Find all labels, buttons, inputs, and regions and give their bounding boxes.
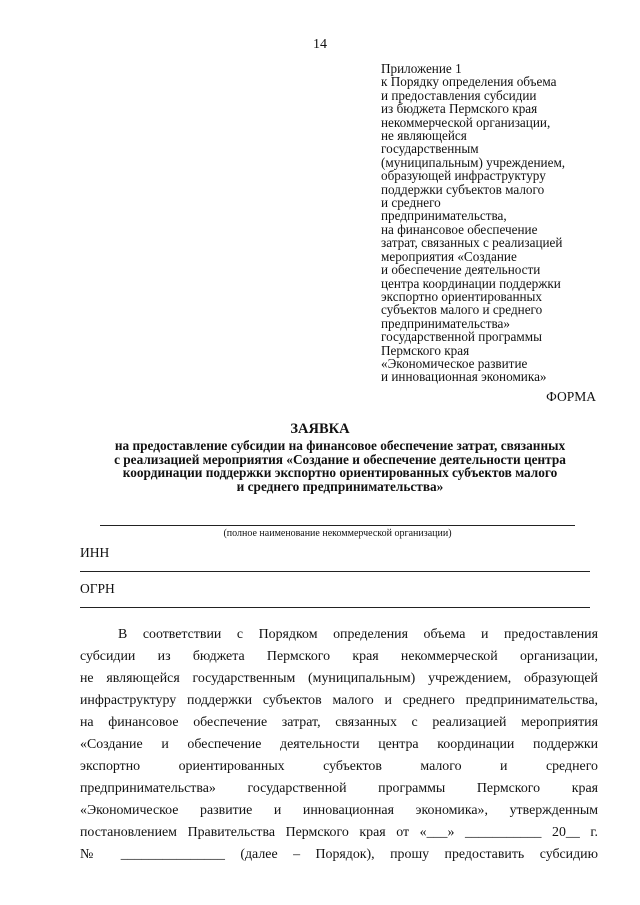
appendix-line: предпринимательства, (381, 208, 507, 224)
page-number: 14 (313, 37, 327, 52)
body-line: инфраструктуру поддержки субъектов малого и среднего предпринимательства, (80, 693, 598, 708)
appendix-line: затрат, связанных с реализацией (381, 235, 563, 251)
form-label: ФОРМА (546, 389, 596, 404)
appendix-line: не являющейся (381, 128, 467, 144)
appendix-line: мероприятия «Создание (381, 248, 517, 264)
appendix-line: и инновационная экономика» (381, 369, 547, 385)
body-line: «Создание и обеспечение деятельности центра координации поддержки (80, 737, 598, 752)
appendix-line: из бюджета Пермского края (381, 101, 538, 117)
body-line: В соответствии с Порядком определения объема и предоставления (118, 627, 598, 642)
appendix-line: субъектов малого и среднего (381, 302, 543, 318)
appendix-line: и среднего (381, 195, 441, 211)
body-line: на финансовое обеспечение затрат, связанных с реализацией мероприятия (80, 715, 598, 730)
org-name-caption: (полное наименование некоммерческой организации) (223, 528, 452, 539)
ogrn-label: ОГРН (80, 581, 115, 596)
appendix-line: государственным (381, 141, 479, 157)
body-line: постановлением Правительства Пермского края от «___» ___________ 20__ г. (80, 825, 598, 840)
inn-label: ИНН (80, 545, 110, 560)
org-name-line (100, 525, 575, 526)
appendix-line: центра координации поддержки (381, 275, 561, 291)
appendix-line: «Экономическое развитие (381, 355, 528, 371)
appendix-line: на финансовое обеспечение (381, 221, 538, 237)
appendix-line: образующей инфраструктуру (381, 168, 546, 184)
inn-line (80, 571, 590, 572)
document-subtitle (80, 439, 600, 493)
appendix-block (381, 62, 621, 384)
appendix-line: поддержки субъектов малого (381, 181, 545, 197)
document-title: ЗАЯВКА (290, 421, 350, 437)
body-line: № _______________ (далее – Порядок), прошу предоставить субсидию (80, 847, 598, 862)
subtitle-line: координации поддержки экспортно ориентированных субъектов малого (122, 465, 558, 480)
body-paragraph (80, 624, 598, 866)
body-line: не являющейся государственным (муниципальным) учреждением, образующей (80, 671, 598, 686)
appendix-line: Пермского края (381, 342, 470, 358)
subtitle-line: и среднего предпринимательства» (236, 478, 444, 494)
appendix-line: (муниципальным) учреждением, (381, 154, 566, 170)
appendix-line: и обеспечение деятельности (381, 262, 541, 278)
subtitle-line: на предоставление субсидии на финансовое обеспечение затрат, связанных (114, 438, 566, 453)
subtitle-line: с реализацией мероприятия «Создание и обеспечение деятельности центра (114, 451, 566, 467)
body-line: экспортно ориентированных субъектов малого и среднего (80, 759, 598, 774)
appendix-line: Приложение 1 (381, 61, 462, 76)
appendix-line: к Порядку определения объема (381, 74, 557, 90)
body-line: «Экономическое развитие и инновационная экономика», утвержденным (80, 803, 598, 818)
appendix-line: государственной программы (381, 329, 542, 345)
body-line: предпринимательства» государственной программы Пермского края (80, 781, 598, 796)
body-line: субсидии из бюджета Пермского края некоммерческой организации, (80, 649, 598, 664)
appendix-line: экспортно ориентированных (381, 288, 543, 304)
appendix-line: некоммерческой организации, (381, 114, 551, 130)
appendix-line: предпринимательства» (381, 315, 510, 331)
appendix-line: и предоставления субсидии (381, 87, 537, 103)
ogrn-line (80, 607, 590, 608)
